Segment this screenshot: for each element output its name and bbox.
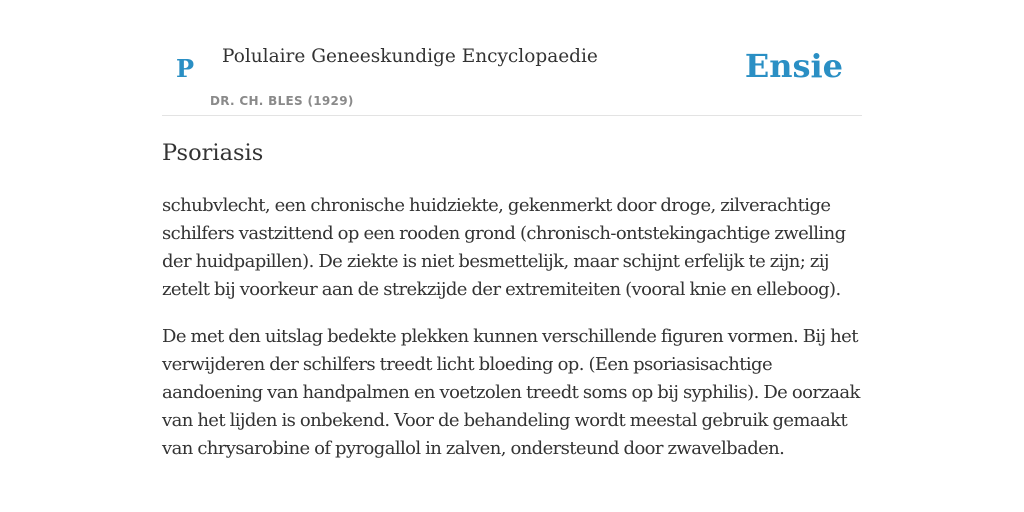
entry-body <box>162 192 862 482</box>
book-title[interactable]: Polulaire Geneeskundige Encyclopaedie <box>222 46 598 67</box>
header <box>162 0 862 116</box>
brand-logo[interactable]: Ensie <box>744 47 843 85</box>
encyclopedia-logo[interactable]: P <box>176 54 195 83</box>
entry-card <box>162 0 862 512</box>
author-line: DR. CH. BLES (1929) <box>210 94 354 108</box>
entry-title: Psoriasis <box>162 140 264 166</box>
entry-paragraph: schubvlecht, een chronische huidziekte, gekenmerkt door droge, zilverachtige schilfers vastzittend op een rooden grond (chronisch-ontstekingachtige zwelling der huidpapillen). De ziekte is niet besmettelijk, maar schijnt erfelijk te zijn; zij zetelt bij voorkeur aan de strekzijde der extremiteiten (vooral knie en elleboog). <box>162 195 846 300</box>
entry-paragraph: De met den uitslag bedekte plekken kunnen verschillende figuren vormen. Bij het verwijderen der schilfers treedt licht bloeding op. (Een psoriasisachtige aandoening van handpalmen en voetzolen treedt soms op bij syphilis). De oorzaak van het lijden is onbekend. Voor de behandeling wordt meestal gebruik gemaakt van chrysarobine of pyrogallol in zalven, ondersteund door zwavelbaden. <box>162 326 860 459</box>
